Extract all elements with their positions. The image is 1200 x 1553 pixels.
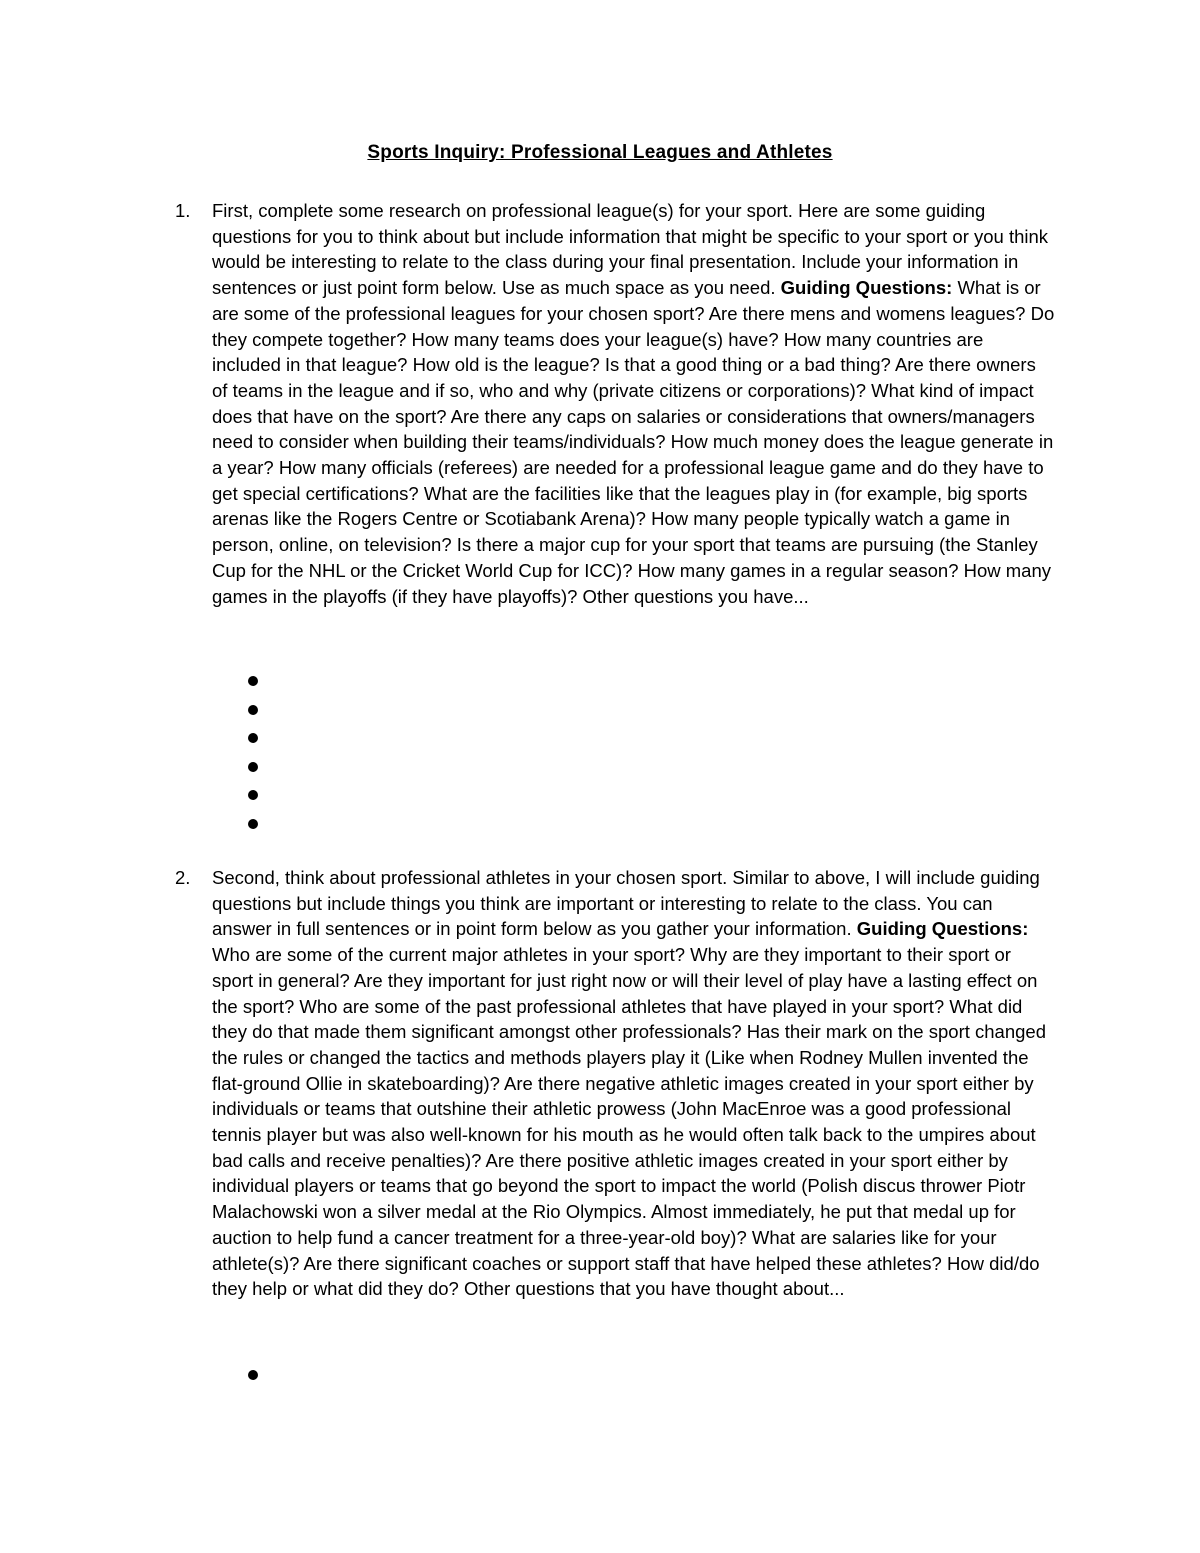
bullet-point [246,701,266,730]
bullet-point [246,672,266,701]
guiding-questions: Who are some of the current major athletes in your sport? Why are they important to their sport or sport in general? Are they important for just right now or will their level of play have a lasting effect on the sport? Who are some of the past professional athletes that have played in your sport? What did they do that made them significant amongst other professionals? Has their mark on the sport changed the rules or changed the tactics and methods players play it (Like when Rodney Mullen invented the flat-ground Ollie in skateboarding)? Are there negative athletic images created in your sport either by individuals or teams that outshine their athletic prowess (John MacEnroe was a good professional tennis player but was also well-known for his mouth as he would often talk back to the umpires about bad calls and receive penalties)? Are there positive athletic images created in your sport either by individual players or teams that go beyond the sport to impact the world (Polish discus thrower Piotr Malachowski won a silver medal at the Rio Olympics. Almost immediately, he put that medal up for auction to help fund a cancer treatment for a three-year-old boy)? What are salaries like for your athlete(s)? Are there significant coaches or support staff that have helped these athletes? How did/do they help or what did they do? Other questions that you have thought about... [212,944,1046,1300]
question-text [212,198,1055,609]
bullet-point [246,729,266,758]
guiding-label: Guiding Questions: [856,918,1029,940]
bullet-point [246,786,266,815]
question-number: 1. [175,200,191,221]
document-title: Sports Inquiry: Professional Leagues and Athletes [367,142,833,163]
question-number: 2. [175,867,191,888]
bullet-icon [248,676,258,686]
bullet-icon [248,733,258,743]
bullet-icon [248,1370,258,1380]
answer-bullet-list-1 [246,672,266,844]
bullet-point [246,758,266,787]
guiding-label: Guiding Questions: [780,277,953,299]
question-text [212,865,1055,1302]
bullet-point [246,1366,266,1395]
answer-bullet-list-2 [246,1366,266,1395]
bullet-icon [248,762,258,772]
bullet-icon [248,819,258,829]
bullet-point [246,815,266,844]
question-intro: Second, think about professional athletes in your chosen sport. Similar to above, I will include guiding questions but include things you think are important or interesting to relate to the class. You can answer in full sentences or in point form below as you gather your information. [212,867,1040,940]
guiding-questions: What is or are some of the professional leagues for your chosen sport? Are there mens and womens leagues? Do they compete together? How many teams does your league(s) have? How many countries are included in that league? How old is the league? Is that a good thing or a bad thing? Are there owners of teams in the league and if so, who and why (private citizens or corporations)? What kind of impact does that have on the sport? Are there any caps on salaries or considerations that owners/managers need to consider when building their teams/individuals? How much money does the league generate in a year? How many officials (referees) are needed for a professional league game and do they have to get special certifications? What are the facilities like that the leagues play in (for example, big sports arenas like the Rogers Centre or Scotiabank Arena)? How many people typically watch a game in person, online, on television? Is there a major cup for your sport that teams are pursuing (the Stanley Cup for the NHL or the Cricket World Cup for ICC)? How many games in a regular season? How many games in the playoffs (if they have playoffs)? Other questions you have... [212,277,1055,607]
bullet-icon [248,790,258,800]
question-intro: First, complete some research on professional league(s) for your sport. Here are some guiding questions for you to think about but include information that might be specific to your sport or you think would be interesting to relate to the class during your final presentation. Include your information in sentences or just point form below. Use as much space as you need. [212,200,1049,299]
bullet-icon [248,705,258,715]
